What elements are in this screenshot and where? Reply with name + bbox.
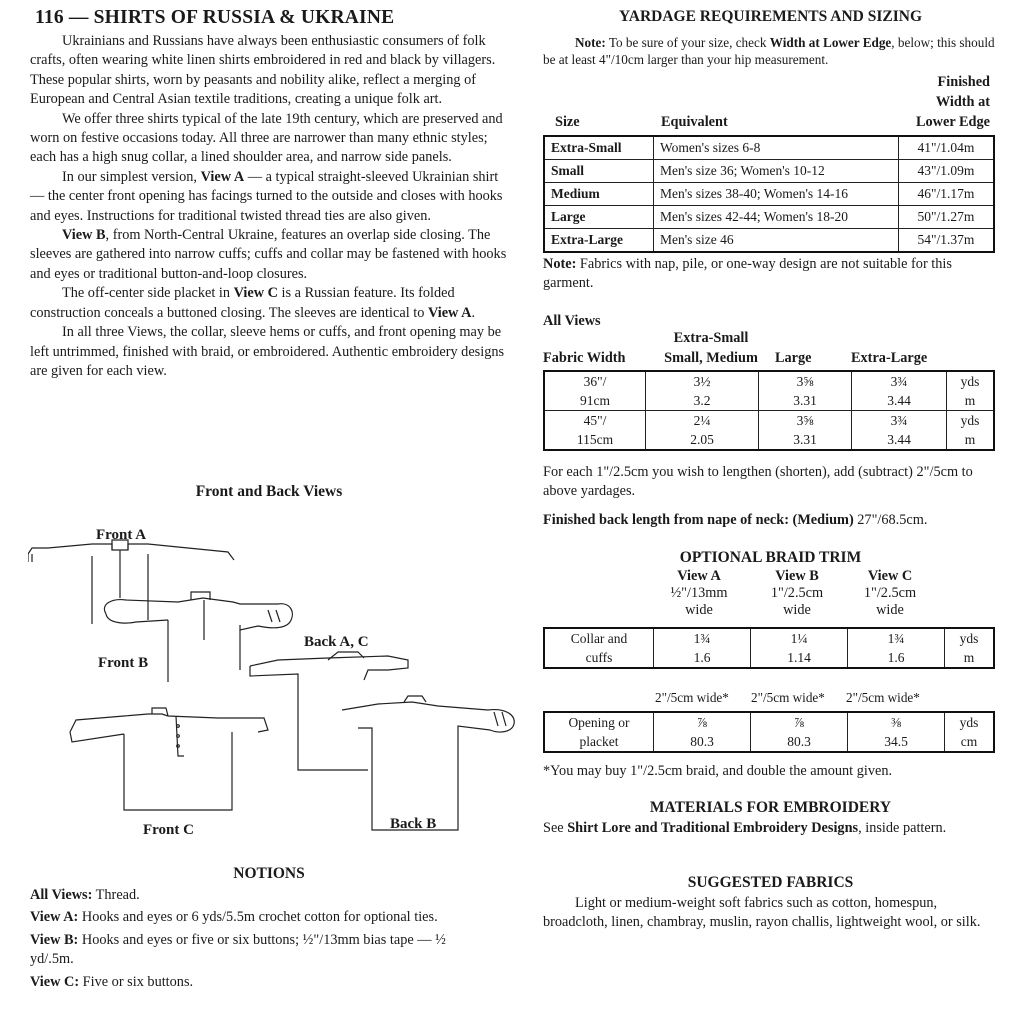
intro-paragraph-5: The off-center side placket in View C is a Russian feature. Its folded construction conceals a buttoned closing. The sleeves are identical to View A. — [30, 285, 476, 321]
back-b-drawing — [342, 696, 514, 830]
braid-footnote: *You may buy 1"/2.5cm braid, and double the amount given. — [543, 763, 893, 779]
intro-paragraph-6: In all three Views, the collar, sleeve hems or cuffs, and front opening may be left untrimmed, finished with braid, or embroidered. Authentic embroidery designs are given for each view. — [30, 324, 505, 379]
braid-opening-table — [543, 711, 995, 753]
intro-paragraph-4: View B, from North-Central Ukraine, features an overlap side closing. The sleeves are gathered into narrow cuffs; cuffs and collar may be fastened with hooks and eyes or traditional button-and-loop closures. — [30, 227, 507, 282]
table-row: 36"/ 91cm 3½ 3.2 3⅝ 3.31 3¾ 3.44 yds m — [544, 371, 994, 411]
front-a-drawing — [28, 540, 234, 624]
table-row: Small Men's size 36; Women's 10-12 43"/1.09m — [544, 160, 994, 183]
table-row: Medium Men's sizes 38-40; Women's 14-16 46"/1.17m — [544, 183, 994, 206]
views-heading: Front and Back Views — [195, 483, 343, 500]
back-ac-drawing — [250, 652, 408, 770]
label-front-c: Front C — [143, 822, 194, 838]
label-front-b: Front B — [98, 655, 149, 671]
braid-views-header: View A ½"/13mm wide View B 1"/2.5cm wide View C 1"/2.5cm wide — [670, 568, 917, 618]
fabrics-text: Light or medium-weight soft fabrics such as cotton, homespun, broadcloth, linen, chambray, muslin, rayon challis, lightweight wool, or silk. — [543, 895, 981, 931]
fabric-table — [543, 370, 995, 451]
fabrics-heading: SUGGESTED FABRICS — [687, 874, 854, 891]
intro-paragraph-2: We offer three shirts typical of the late 19th century, which are preserved and worn on festive occasions today. All three are narrower than many ethnic styles; each has a high snug collar, a lined shoulder area, and narrow side panels. — [30, 110, 503, 166]
notion-item: View C: Five or six buttons. — [30, 973, 194, 990]
intro-section — [30, 32, 508, 381]
table-row: Large Men's sizes 42-44; Women's 18-20 50"/1.27m — [544, 206, 994, 229]
size-table — [543, 135, 995, 253]
table-row: 45"/ 115cm 2¼ 2.05 3⅝ 3.31 3¾ 3.44 yds m — [544, 411, 994, 451]
size-table-header: Size Equivalent Finished Width at Lower Edge — [555, 74, 990, 130]
notions-list — [30, 886, 470, 992]
table-row: Opening or placket ⅞ 80.3 ⅞ 80.3 ⅜ 34.5 yds cm — [544, 712, 994, 752]
size-note: Note: To be sure of your size, check Width at Lower Edge, below; this should be at least 4"/10cm larger than your hip measurement. — [543, 35, 995, 67]
braid-heading: OPTIONAL BRAID TRIM — [679, 549, 862, 566]
intro-paragraph-1: Ukrainians and Russians have always been enthusiastic consumers of folk crafts, often wearing white linen shirts embroidered in red and black by villagers. These popular shirts, worn by peasants and nobility alike, reflect a merging of European and Central Asian textile traditions, creating a unique folk art. — [30, 33, 496, 108]
page-title: 116 — SHIRTS OF RUSSIA & UKRAINE — [35, 7, 395, 28]
table-row: Extra-Small Women's sizes 6-8 41"/1.04m — [544, 136, 994, 160]
fabric-table-header: Fabric Width Extra-Small Small, Medium Large Extra-Large — [543, 330, 928, 366]
label-back-ac: Back A, C — [304, 634, 369, 650]
nap-note: Note: Fabrics with nap, pile, or one-way design are not suitable for this garment. — [543, 256, 952, 292]
embroidery-heading: MATERIALS FOR EMBROIDERY — [649, 799, 892, 816]
front-c-drawing — [70, 708, 268, 810]
braid-collar-table — [543, 627, 995, 669]
label-back-b: Back B — [390, 816, 437, 832]
notions-heading: NOTIONS — [233, 865, 305, 882]
notion-item: All Views: Thread. — [30, 887, 140, 903]
table-row: Collar and cuffs 1¾ 1.6 1¼ 1.14 1¾ 1.6 yds m — [544, 628, 994, 668]
lengthen-note: For each 1"/2.5cm you wish to lengthen (shorten), add (subtract) 2"/5cm to above yardages. — [543, 464, 973, 500]
yardage-heading: YARDAGE REQUIREMENTS AND SIZING — [618, 8, 923, 25]
garment-illustration — [28, 520, 518, 850]
table-row: Extra-Large Men's size 46 54"/1.37m — [544, 229, 994, 253]
label-front-a: Front A — [96, 527, 147, 543]
back-length-note: Finished back length from nape of neck: (Medium) 27"/68.5cm. — [543, 512, 928, 528]
notion-item: View B: Hooks and eyes or five or six buttons; ½"/13mm bias tape — ½ yd/.5m. — [30, 931, 446, 968]
intro-paragraph-3: In our simplest version, View A — a typical straight-sleeved Ukrainian shirt — the center front opening has facings turned to the outside and closes with hooks and eyes. Instructions for traditional twisted thread ties are also given. — [30, 168, 503, 224]
notion-item: View A: Hooks and eyes or 6 yds/5.5m crochet cotton for optional ties. — [30, 909, 438, 926]
all-views-label: All Views — [543, 313, 601, 329]
embroidery-text: See Shirt Lore and Traditional Embroidery Designs, inside pattern. — [543, 820, 947, 836]
